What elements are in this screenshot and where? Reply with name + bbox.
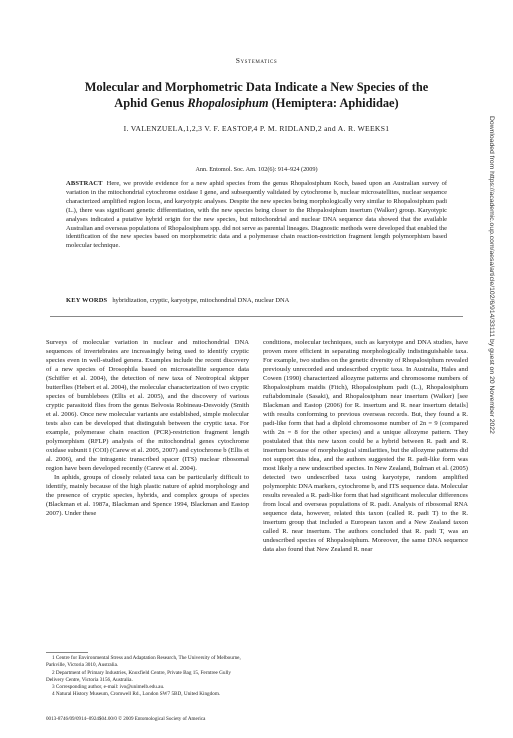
footnote: 1 Centre for Environmental Stress and Adaptation Research, The University of Melbourne, Parkville, Victoria 3010, Australia. bbox=[46, 655, 241, 669]
title-line-2 bbox=[40, 96, 473, 112]
footnote: 2 Department of Primary Industries, Knoxfield Centre, Private Bag 15, Ferntree Gully Delivery Centre, Victoria 3156, Australia. bbox=[46, 669, 231, 683]
download-note-text: Downloaded from https://academic.oup.com/aesa/article/102/6/914/33111 by guest on 20 November 2022 bbox=[488, 116, 495, 434]
abstract-text: Here, we provide evidence for a new aphid species from the genus Rhopalosiphum Koch, based upon an Australian survey of variation in the mitochondrial cytochrome oxidase I gene, and subsequently validated by cytochrome b, nuclear microsatellites, nuclear sequence characterized amplified region locus, and karyotypic analyses. Despite the new species being morphologically very similar to Rhopalosiphum padi (L.), there was significant genetic differentiation, with the new species being closer to the Rhopalosiphum insertum (Walker) group. Karyotypic analyses indicated a putative hybrid origin for the new species, but mitochondrial and nuclear DNA sequence data showed that the available Australian and overseas populations of Rhopalosiphum spp. did not serve as parental lineages. Diagnostic methods were developed that enabled the identification of the new species based on morphometric data and a polymerase chain reaction-restriction fragment length polymorphism based molecular technique. bbox=[66, 180, 447, 250]
body-column-right bbox=[263, 338, 468, 554]
body-column-left bbox=[46, 338, 249, 518]
footnote: 4 Natural History Museum, Cromwell Rd., London SW7 5BD, United Kingdom. bbox=[52, 691, 221, 698]
paragraph: In aphids, groups of closely related taxa can be particularly difficult to identify, mainly because of the high plastic nature of aphid morphology and the presence of cryptic species, hybrids, and complex groups of species (Blackman et al. 1987a, Blackman and Spence 1994, Blackman and Eastop 2007). Under these bbox=[46, 474, 249, 518]
footnote: 3 Corresponding author, e-mail: ivo@unimelb.edu.au. bbox=[52, 684, 165, 690]
title-line-2-pre: Aphid Genus bbox=[114, 95, 188, 110]
abstract-heading: ABSTRACT bbox=[66, 180, 103, 187]
download-note bbox=[488, 116, 503, 556]
abstract bbox=[66, 180, 447, 251]
keywords-text: hybridization, cryptic, karyotype, mitochondrial DNA, nuclear DNA bbox=[112, 297, 290, 304]
footnotes bbox=[46, 655, 249, 699]
keywords bbox=[66, 297, 447, 304]
authors: I. VALENZUELA,1,2,3 V. F. EASTOP,4 P. M. RIDLAND,2 and A. R. WEEKS1 bbox=[123, 124, 390, 133]
title-line-1: Molecular and Morphometric Data Indicate a New Species of the bbox=[84, 80, 429, 94]
paragraph: conditions, molecular techniques, such as karyotype and DNA studies, have proven more efficient in separating morphologically indistinguishable taxa. For example, two studies on the genetic diversity of Rhopalosiphum revealed previously unrecorded and undescribed cryptic taxa. In Australia, Hales and Cowen (1990) characterized allozyme patterns and chromosome numbers of Rhopalosiphum maidis (Fitch), Rhopalosiphum padi (L.), Rhopalosiphum rufiabdominale (Sasaki), and Rhopalosiphum near insertum (Walker) [see Blackman and Eastop (2006) for R. insertum and R. near insertum details] with results conforming to previous overseas records. But, they found a R. padi-like form that had a diploid chromosome number of 2n = 9 (compared with 2n = 8 for the other species) and a unique allozyme pattern. They postulated that this new taxon could be a hybrid between R. padi and R. insertum because of morphological similarities, but the allozyme patterns did not support this idea, and the authors suggested the R. padi-like form was most likely a new undescribed species. In New Zealand, Bulman et al. (2005) detected two undescribed taxa using karyotype, random amplified polymorphic DNA markers, cytochrome b, and ITS sequence data. Molecular results revealed a R. padi-like form that had significant molecular differences from local and overseas populations of R. padi. Analysis of ribosomal RNA sequence data, however, related this taxon (called R. padi T) to the R. insertum group that included a European taxon and a New Zealand taxon called R. near insertum. The authors concluded that R. padi T, was an undescribed species of Rhopalosiphum. Moreover, the same DNA sequence data also found that New Zealand R. near bbox=[263, 339, 468, 554]
title-genus: Rhopalosiphum bbox=[187, 95, 269, 110]
paragraph: Surveys of molecular variation in nuclear and mitochondrial DNA sequences of invertebrates are increasingly being used to identify cryptic species even in well-studied genera. Examples include the recent discovery of a new species of Drosophila based on microsatellite sequence data (Schiffer et al. 2004), the detection of new taxa of Neotropical skipper butterflies (Hebert et al. 2004), the molecular characterization of two cryptic species of bumblebees (Ellis et al. 2005), and the discovery of various cryptic parasitoid flies from the genus Belvosia Robineau-Desvoidy (Smith et al. 2006). Once new molecular variants are established, simple molecular tests also can be developed that distinguish between the cryptic taxa. For example, polymerase chain reaction (PCR)-restriction fragment length polymorphism (RFLP) analysis of the mitochondrial genes cytochrome oxidase subunit I (COI) (Carew et al. 2005, 2007) and cytochrome b (Ellis et al. 2006), and the intragenic transcribed spacer (ITS) nuclear ribosomal region have been developed recently (Carew et al. 2004). bbox=[46, 339, 249, 473]
issn-line: 0013-8746/09/0914–0924$04.00/0 © 2009 Entomological Society of America bbox=[46, 716, 206, 722]
footnote-divider bbox=[46, 652, 88, 653]
article-title bbox=[40, 80, 473, 111]
section-label: Systematics bbox=[235, 56, 278, 65]
title-line-2-post: (Hemiptera: Aphididae) bbox=[268, 95, 399, 110]
keywords-heading: KEY WORDS bbox=[66, 297, 108, 304]
citation: Ann. Entomol. Soc. Am. 102(6): 914–924 (2009) bbox=[195, 166, 318, 173]
divider bbox=[50, 316, 463, 317]
